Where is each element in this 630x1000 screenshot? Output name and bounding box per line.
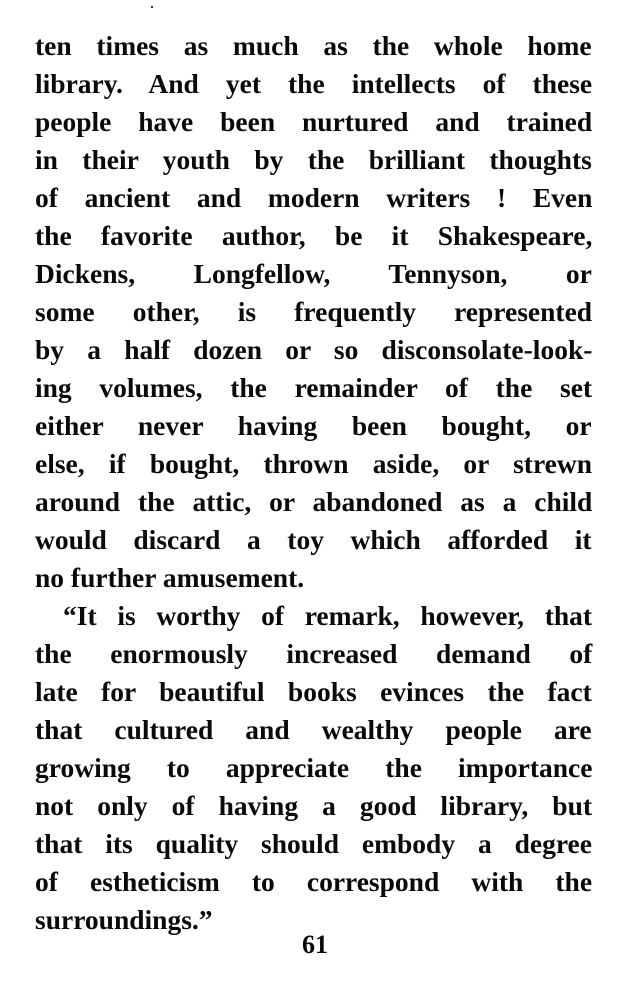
paragraph-end-line: no further amusement. xyxy=(35,562,305,593)
body-text xyxy=(35,27,592,939)
scan-speck xyxy=(151,6,153,8)
text-line: would discard a toy which afforded it xyxy=(35,524,592,555)
text-line: of ancient and modern writers ! Even xyxy=(35,182,593,213)
text-line: some other, is frequently represented xyxy=(35,296,593,327)
text-line: of estheticism to correspond with the xyxy=(35,866,593,897)
text-line: by a half dozen or so disconsolate-look- xyxy=(35,334,593,365)
text-line: growing to appreciate the importance xyxy=(35,752,593,783)
text-line: that its quality should embody a degree xyxy=(35,828,592,859)
paragraph-end-line: surroundings.” xyxy=(35,904,213,935)
text-line: around the attic, or abandoned as a child xyxy=(35,486,593,517)
paragraph-start-line: “It is worthy of remark, however, that xyxy=(63,600,593,631)
text-line: library. And yet the intellects of these xyxy=(35,68,593,99)
text-line: people have been nurtured and trained xyxy=(35,106,593,137)
text-line: Dickens, Longfellow, Tennyson, or xyxy=(35,258,592,289)
text-line: the favorite author, be it Shakespeare, xyxy=(35,220,593,251)
page-number: 61 xyxy=(302,930,328,959)
text-line: not only of having a good library, but xyxy=(35,790,593,821)
text-line: either never having been bought, or xyxy=(35,410,592,441)
text-line: ing volumes, the remainder of the set xyxy=(35,372,593,403)
text-line: ten times as much as the whole home xyxy=(35,30,592,61)
text-line: that cultured and wealthy people are xyxy=(35,714,592,745)
text-line: in their youth by the brilliant thoughts xyxy=(35,144,592,175)
text-line: late for beautiful books evinces the fact xyxy=(35,676,592,707)
text-line: else, if bought, thrown aside, or strewn xyxy=(35,448,593,479)
text-line: the enormously increased demand of xyxy=(35,638,593,669)
